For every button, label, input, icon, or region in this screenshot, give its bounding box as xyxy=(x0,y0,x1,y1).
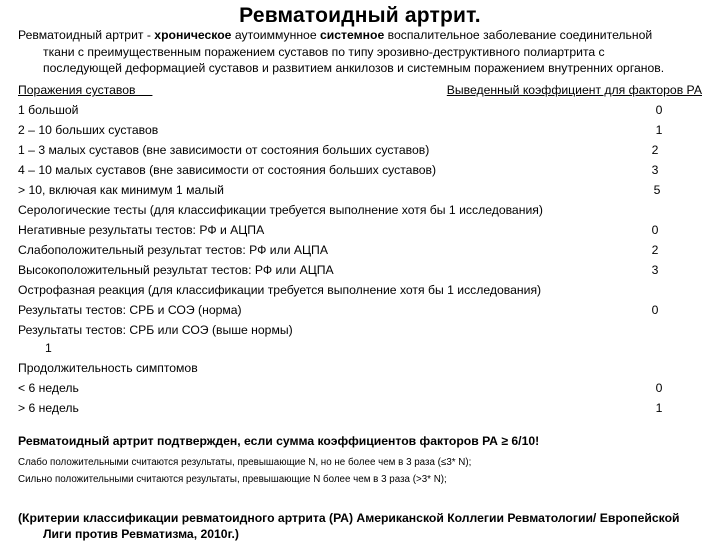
criteria-row xyxy=(18,140,708,160)
definition-emphasis-chronic: хроническое xyxy=(154,28,232,42)
criteria-row xyxy=(18,160,708,180)
section-label-duration: Продолжительность симптомов xyxy=(18,361,198,375)
criteria-row xyxy=(18,378,708,398)
criteria-score: 0 xyxy=(651,223,659,237)
definition-middle: аутоиммунное xyxy=(231,28,320,42)
criteria-row xyxy=(18,100,708,120)
criteria-row xyxy=(18,220,708,240)
definition-emphasis-systemic: системное xyxy=(320,28,385,42)
criteria-score: 1 xyxy=(655,401,663,415)
criteria-label: Результаты тестов: СРБ или СОЭ (выше нормы) xyxy=(18,323,293,337)
criteria-row xyxy=(18,260,708,280)
criteria-label: 2 – 10 больших суставов xyxy=(18,123,159,137)
criteria-section-row xyxy=(18,200,708,220)
criteria-row xyxy=(18,180,708,200)
section-label-serology: Серологические тесты (для классификации требуется выполнение хотя бы 1 исследования) xyxy=(18,203,543,217)
criteria-section-row xyxy=(18,280,708,300)
criteria-score: 2 xyxy=(651,243,659,257)
criteria-label: 4 – 10 малых суставов (вне зависимости от состояния больших суставов) xyxy=(18,163,437,177)
criteria-section-row xyxy=(18,358,708,378)
citation-line-2: Лиги против Ревматизма, 2010г.) xyxy=(43,527,239,541)
criteria-label: < 6 недель xyxy=(18,381,79,395)
definition-line-3: последующей деформацией суставов и развитием анкилозов и системным поражением внутренних органов. xyxy=(43,61,665,75)
criteria-header-row xyxy=(18,80,708,100)
criteria-row xyxy=(18,398,708,418)
criteria-row xyxy=(18,120,708,140)
citation-line-1: (Критерии классификации ревматоидного артрита (РА) Американской Коллегии Ревматологии/ Европейской xyxy=(18,511,680,525)
section-label-acute-phase: Острофазная реакция (для классификации требуется выполнение хотя бы 1 исследования) xyxy=(18,283,542,297)
criteria-label: > 10, включая как минимум 1 малый xyxy=(18,183,224,197)
header-joint-involvement: Поражения суставов xyxy=(18,83,153,97)
criteria-label: Негативные результаты тестов: РФ и АЦПА xyxy=(18,223,265,237)
criteria-label: Высокоположительный результат тестов: РФ или АЦПА xyxy=(18,263,334,277)
criteria-score: 2 xyxy=(651,143,659,157)
criteria-label: > 6 недель xyxy=(18,401,79,415)
definition-line-2: ткани с преимущественным поражением суставов по типу эрозивно-деструктивного полиартрита с xyxy=(43,44,605,59)
criteria-score: 3 xyxy=(651,263,659,277)
source-citation xyxy=(18,510,708,542)
footnote-strong-positive: Сильно положительными считаются результаты, превышающие N более чем в 3 раза (>3* N); xyxy=(18,474,447,485)
criteria-score: 1 xyxy=(655,123,663,137)
criteria-label: 1 xyxy=(45,341,52,355)
criteria-label: 1 большой xyxy=(18,103,79,117)
criteria-row xyxy=(18,300,708,320)
criteria-label: Слабоположительный результат тестов: РФ или АЦПА xyxy=(18,243,328,257)
criteria-score: 5 xyxy=(653,183,661,197)
definition-prefix: Ревматоидный артрит - xyxy=(18,28,155,42)
criteria-label: 1 – 3 малых суставов (вне зависимости от состояния больших суставов) xyxy=(18,143,430,157)
criteria-score: 3 xyxy=(651,163,659,177)
criteria-score: 0 xyxy=(655,381,663,395)
criteria-row xyxy=(18,320,708,340)
page-title: Ревматоидный артрит. xyxy=(239,4,481,27)
definition-line-1 xyxy=(18,27,708,44)
diagnosis-conclusion: Ревматоидный артрит подтвержден, если сумма коэффициентов факторов РА ≥ 6/10! xyxy=(18,434,540,448)
criteria-row xyxy=(18,240,708,260)
criteria-score: 0 xyxy=(651,303,659,317)
definition-paragraph xyxy=(18,27,708,77)
header-coefficient: Выведенный коэффициент для факторов РА xyxy=(446,83,702,97)
criteria-score: 0 xyxy=(655,103,663,117)
footnote-weak-positive: Слабо положительными считаются результаты, превышающие N, но не более чем в 3 раза (≤3* N); xyxy=(18,457,472,468)
criteria-row xyxy=(18,338,708,358)
definition-suffix: воспалительное заболевание соединительной xyxy=(384,28,653,42)
criteria-label: Результаты тестов: СРБ и СОЭ (норма) xyxy=(18,303,242,317)
